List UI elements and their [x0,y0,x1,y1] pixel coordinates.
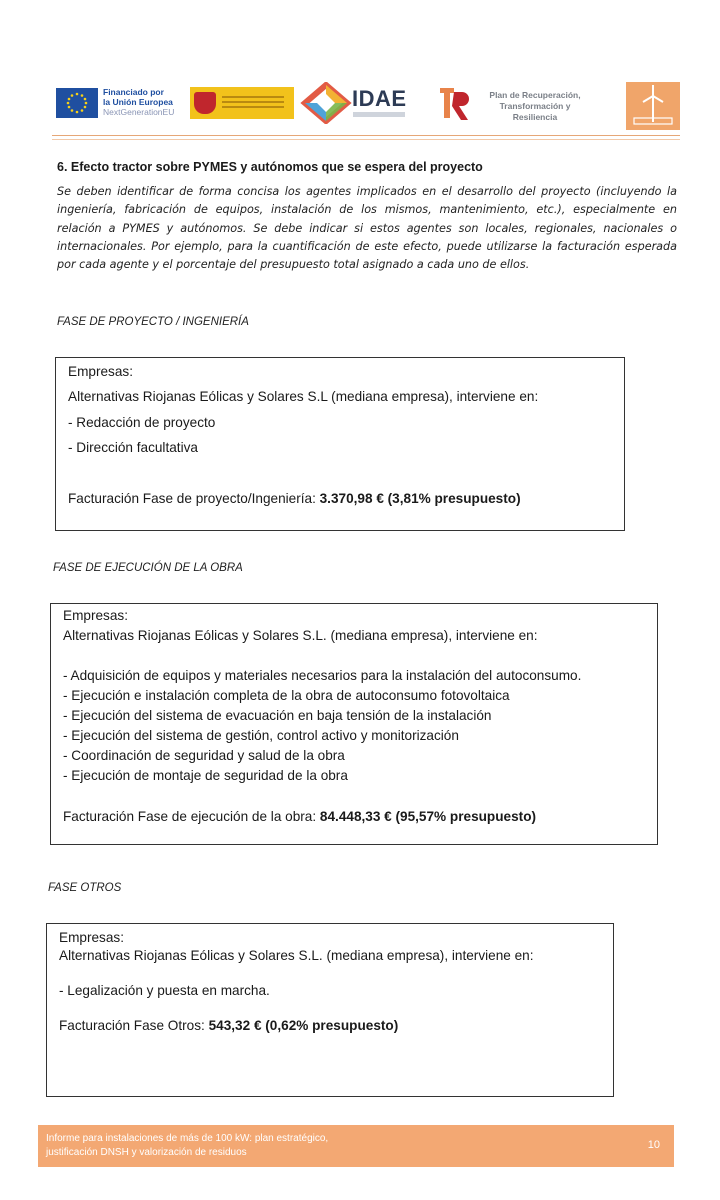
list-item: - Ejecución del sistema de evacuación en baja tensión de la instalación [63,708,492,723]
companies-label: Empresas: [59,930,124,945]
list-item: - Coordinación de seguridad y salud de la obra [63,748,345,763]
list-item: - Ejecución de montaje de seguridad de la obra [63,768,348,783]
spain-government-logo [190,87,294,119]
eu-funding-text: Financiado por la Unión Europea NextGenerationEU [103,87,175,117]
coat-of-arms-icon [194,92,216,114]
company-name: Alternativas Riojanas Eólicas y Solares S.L. (mediana empresa), interviene en: [59,948,534,963]
section-intro: Se deben identificar de forma concisa los agentes implicados en el desarrollo del proyecto (incluyendo la ingeniería, fabricación de equipos, instalación de los mismos, mantenimiento, etc.), especialmente en relación a PYMES y autónomos. Se debe indicar si estos agentes son locales, regionales, nacionales o internacionales. Por ejemplo, para la cuantificación de este efecto, puede utilizarse la facturación esperada por cada agente y el porcentaje del presupuesto total asignado a cada uno de ellos. [57,185,677,272]
billing-label: Facturación Fase de ejecución de la obra: [63,809,320,824]
page-footer [38,1125,674,1167]
header-divider [52,135,680,136]
companies-label: Empresas: [68,364,133,379]
phase-label-other: FASE OTROS [48,882,122,894]
phase-label-project: FASE DE PROYECTO / INGENIERÍA [57,316,249,328]
phase-box-execution [50,603,658,845]
list-item: - Adquisición de equipos y materiales necesarios para la instalación del autoconsumo. [63,668,582,683]
idae-wordmark: IDAE [352,86,407,111]
billing-label: Facturación Fase de proyecto/Ingeniería: [68,491,320,506]
billing-label: Facturación Fase Otros: [59,1018,209,1033]
phase-label-execution: FASE DE EJECUCIÓN DE LA OBRA [53,562,243,574]
company-name: Alternativas Riojanas Eólicas y Solares S.L (mediana empresa), interviene en: [68,389,539,404]
footer-report-title: Informe para instalaciones de más de 100 kW: plan estratégico, justificación DNSH y valorización de residuos [46,1133,329,1158]
phase-box-other [46,923,614,1097]
recovery-plan-logo-icon [438,84,472,122]
billing-line [59,1018,398,1033]
company-name: Alternativas Riojanas Eólicas y Solares S.L. (mediana empresa), interviene en: [63,628,538,643]
billing-value: 543,32 € (0,62% presupuesto) [208,1018,399,1033]
section-title: 6. Efecto tractor sobre PYMES y autónomos que se espera del proyecto [57,160,483,174]
wind-turbine-logo-icon [626,82,680,130]
list-item: - Legalización y puesta en marcha. [59,983,270,998]
eu-flag-icon [56,88,98,118]
phase-box-project [55,357,625,531]
header-logos [0,78,720,134]
list-item: - Redacción de proyecto [68,415,216,430]
recovery-plan-text: Plan de Recuperación, Transformación y Resiliencia [489,90,581,122]
billing-line [68,491,521,506]
billing-value: 3.370,98 € (3,81% presupuesto) [319,491,521,506]
list-item: - Ejecución del sistema de gestión, control activo y monitorización [63,728,459,743]
list-item: - Ejecución e instalación completa de la obra de autoconsumo fotovoltaica [63,688,510,703]
page-number: 10 [647,1139,660,1151]
billing-value: 84.448,33 € (95,57% presupuesto) [319,809,537,824]
idae-logo-icon [300,82,352,124]
billing-line [63,809,536,824]
list-item: - Dirección facultativa [68,440,198,455]
companies-label: Empresas: [63,608,128,623]
